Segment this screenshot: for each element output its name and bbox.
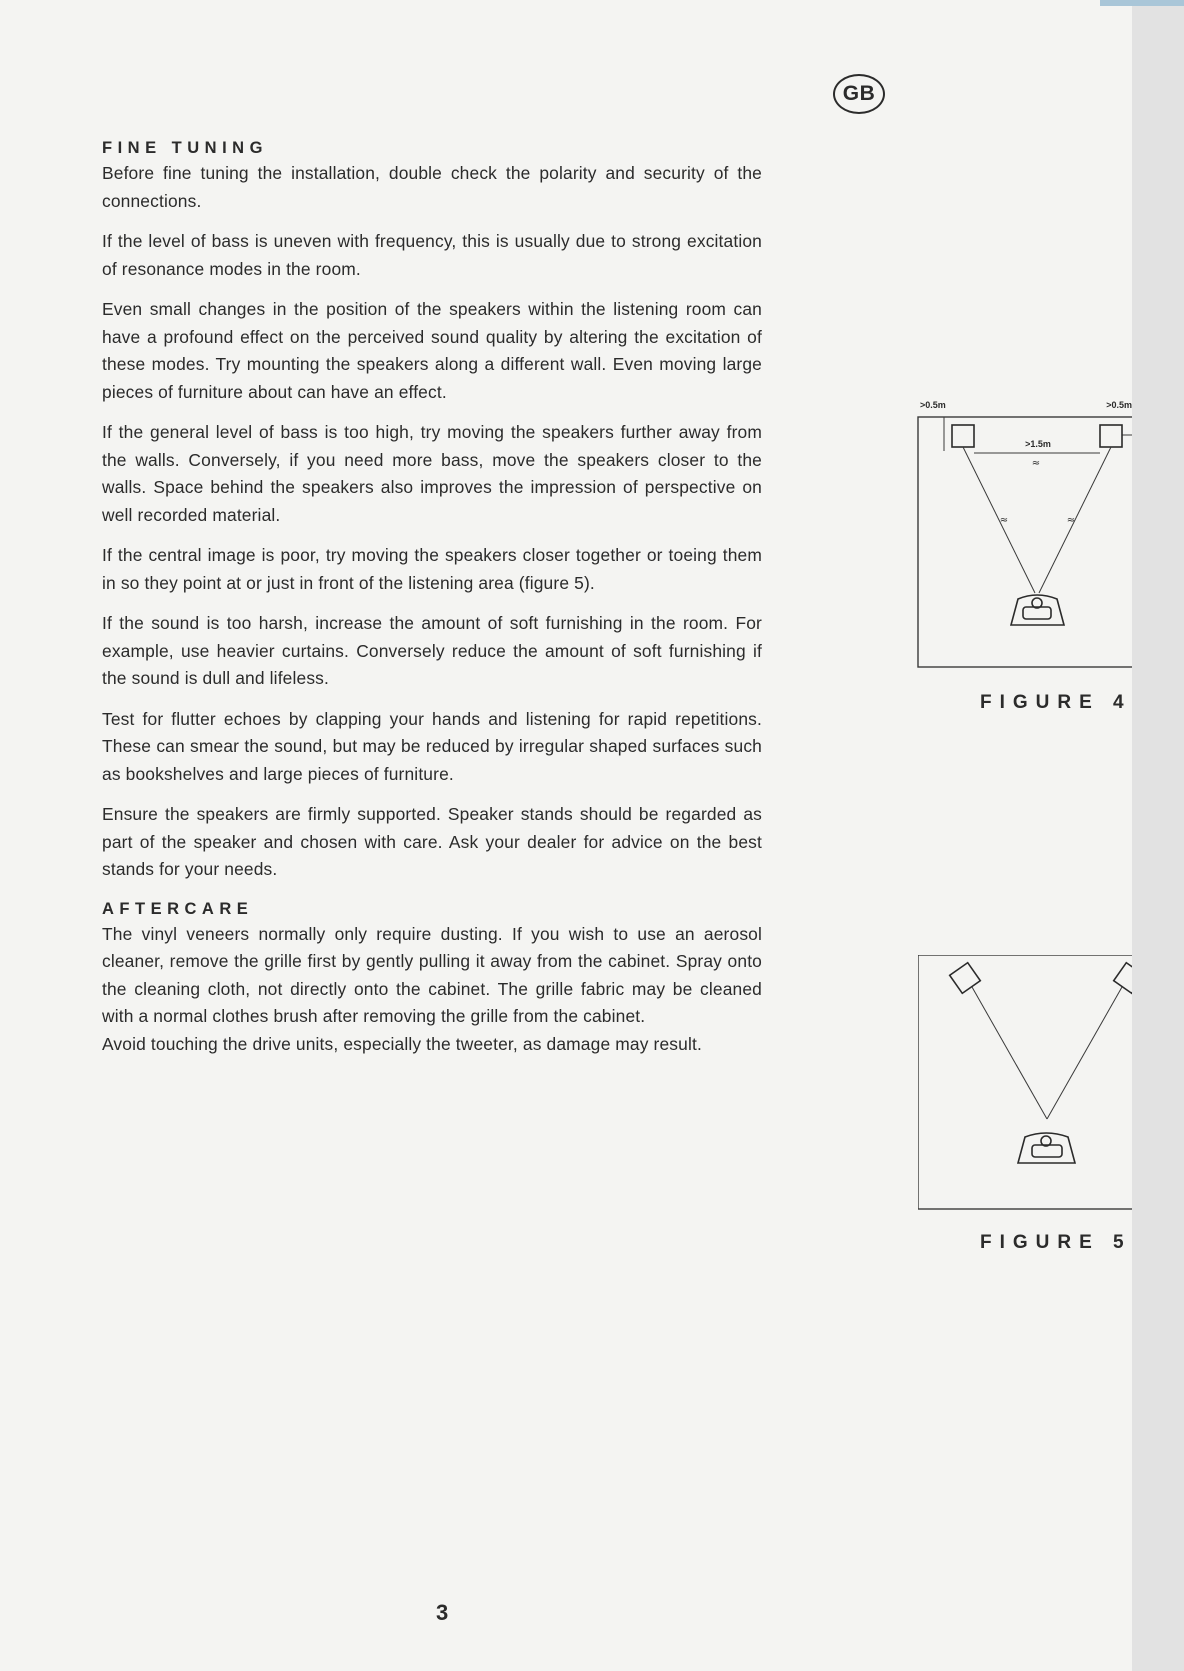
figure-4-right-gap-label: >0.5m (1106, 400, 1132, 410)
figure-4-right-speaker-icon (1100, 425, 1122, 447)
language-badge: GB (833, 74, 885, 114)
figure-5-listener-sofa-icon (1018, 1133, 1075, 1163)
figure-5-diagram (918, 955, 1132, 1211)
fine-tuning-paragraph: Test for flutter echoes by clapping your hands and listening for rapid repetitions. These can smear the sound, but may be reduced by irregular shaped surfaces such as bookshelves and large pieces of furniture. (102, 708, 762, 784)
figure-4-diagram (908, 395, 1132, 675)
page-edge-accent (1100, 0, 1184, 6)
figure-4-listener-sofa-icon (1011, 595, 1064, 625)
figure-4-approx-mark: ≈ (1031, 458, 1041, 469)
figure-4-approx-mark: ≈ (1066, 515, 1076, 526)
fine-tuning-paragraph: If the general level of bass is too high, try moving the speakers further away from the walls. Conversely, if you need more bass, move the speakers closer to the walls. Space behind the speakers also improves the impression of perspective on well recorded material. (102, 422, 762, 525)
figure-5-right-speaker-icon (1114, 963, 1132, 994)
fine-tuning-paragraph: Before fine tuning the installation, double check the polarity and security of the connections. (102, 163, 762, 211)
aftercare-heading: AFTERCARE (102, 899, 254, 918)
fine-tuning-paragraph: Even small changes in the position of the speakers within the listening room can have a profound effect on the perceived sound quality by altering the excitation of these modes. Try mounting the speakers along a different wall. Even moving large pieces of furniture about can have an effect. (102, 299, 762, 402)
figure-5-room-outline (918, 955, 1132, 1209)
page-edge-strip (1132, 0, 1184, 1671)
fine-tuning-paragraph: If the sound is too harsh, increase the amount of soft furnishing in the room. For example, use heavier curtains. Conversely reduce the amount of soft furnishing if the sound is dull and lifeless. (102, 613, 762, 688)
figure-5-left-speaker-icon (950, 963, 981, 994)
fine-tuning-paragraph: If the central image is poor, try moving the speakers closer together or toeing them in so they point at or just in front of the listening area (figure 5). (102, 545, 762, 593)
page-number: 3 (436, 1600, 449, 1625)
figure-4-left-speaker-icon (952, 425, 974, 447)
figure-5-left-listening-line (972, 987, 1047, 1119)
figure-4-room-outline (918, 417, 1132, 667)
figure-4-speaker-gap-label: >1.5m (1025, 439, 1051, 449)
aftercare-paragraph: Avoid touching the drive units, especially the tweeter, as damage may result. (102, 1033, 702, 1054)
figure-4-left-gap-label: >0.5m (920, 400, 946, 410)
figure-5-right-listening-line (1047, 987, 1122, 1119)
figure-4-approx-mark: ≈ (999, 515, 1009, 526)
figure-4-caption: FIGURE 4 (980, 692, 1132, 713)
fine-tuning-paragraph: Ensure the speakers are firmly supported. Speaker stands should be regarded as part of the speaker and chosen with care. Ask your dealer for advice on the best stands for your needs. (102, 804, 762, 879)
main-text-column (102, 136, 762, 1071)
aftercare-paragraph: The vinyl veneers normally only require dusting. If you wish to use an aerosol cleaner, remove the grille first by gently pulling it away from the cabinet. Spray onto the cleaning cloth, not directly onto the cabinet. The grille fabric may be cleaned with a normal clothes brush after removing the grille from the cabinet. (102, 923, 762, 1026)
fine-tuning-heading: FINE TUNING (102, 139, 268, 157)
figure-5-caption: FIGURE 5 (980, 1232, 1132, 1253)
fine-tuning-paragraph: If the level of bass is uneven with frequency, this is usually due to strong excitation of resonance modes in the room. (102, 231, 762, 279)
